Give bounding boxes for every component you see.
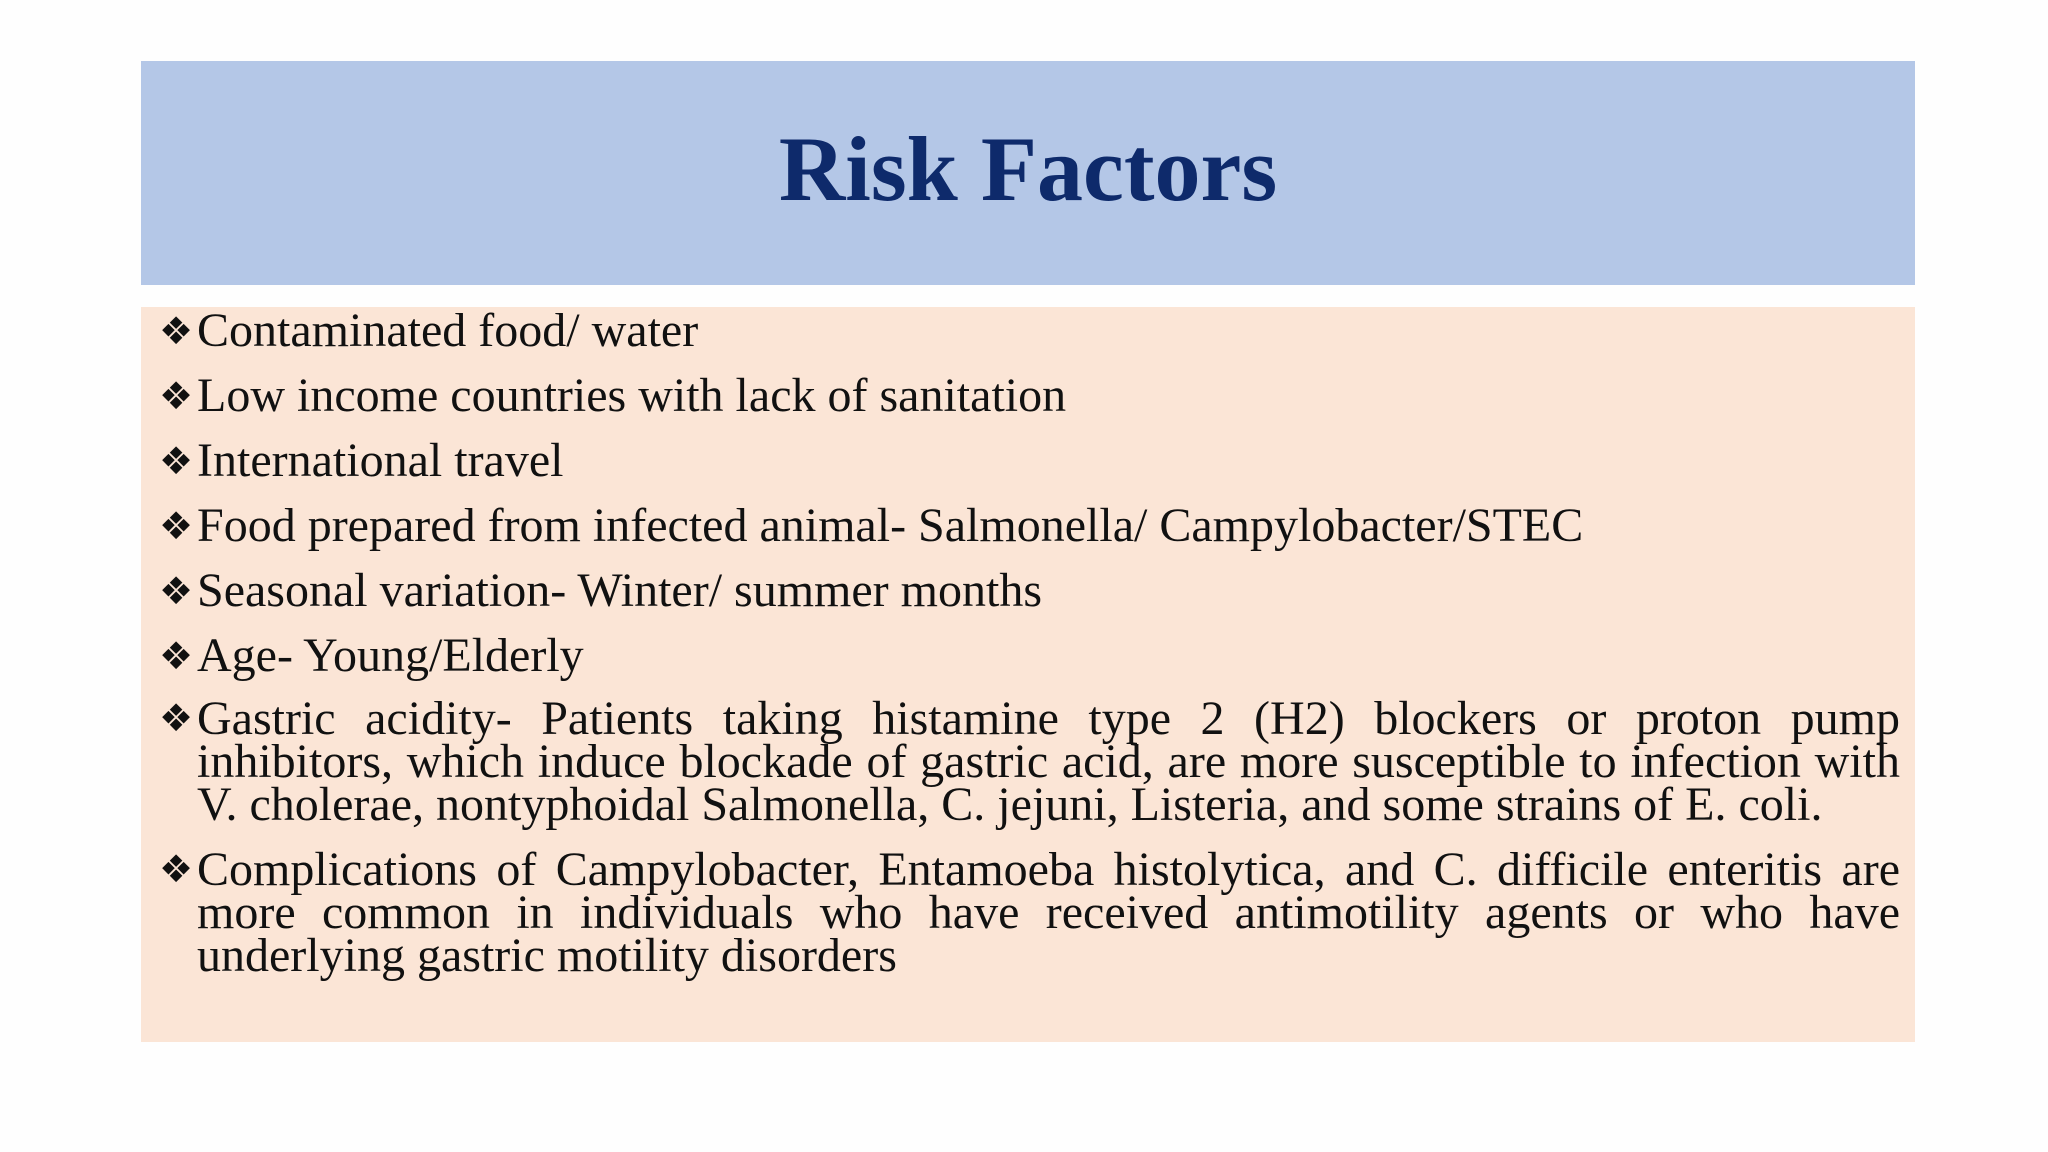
diamond-bullet-icon: ❖ [159, 374, 194, 418]
content-panel [141, 304, 1915, 1042]
list-item [159, 564, 1900, 632]
bullet-text: Age- Young/Elderly [197, 629, 584, 682]
list-item [159, 692, 1900, 831]
list-item [159, 434, 1900, 502]
title-banner [141, 61, 1915, 285]
list-item [159, 304, 1900, 372]
bullet-text: Contaminated food/ water [197, 304, 699, 357]
list-item [159, 843, 1900, 982]
bullet-text: Complications of Campylobacter, Entamoeba histolytica, and C. difficile enteritis are more common in individuals who have received antimotility agents or who have underlying gastric motility disorders [197, 843, 1900, 982]
diamond-bullet-icon: ❖ [159, 309, 194, 353]
risk-factor-list [159, 304, 1900, 982]
slide-title: Risk Factors [778, 118, 1278, 220]
bullet-text: Low income countries with lack of sanitation [197, 369, 1067, 422]
bullet-text: Seasonal variation- Winter/ summer months [197, 564, 1043, 617]
list-item [159, 369, 1900, 437]
list-item [159, 629, 1900, 697]
diamond-bullet-icon: ❖ [159, 439, 194, 483]
diamond-bullet-icon: ❖ [159, 634, 194, 678]
diamond-bullet-icon: ❖ [159, 847, 194, 891]
bullet-text: Food prepared from infected animal- Salmonella/ Campylobacter/STEC [197, 499, 1584, 552]
bullet-text: International travel [197, 434, 564, 487]
diamond-bullet-icon: ❖ [159, 569, 194, 613]
bullet-text: Gastric acidity- Patients taking histamine type 2 (H2) blockers or proton pump inhibitors, which induce blockade of gastric acid, are more susceptible to infection with V. cholerae, nontyphoidal Salmonella, C. jejuni, Listeria, and some strains of E. coli. [197, 692, 1900, 831]
diamond-bullet-icon: ❖ [159, 504, 194, 548]
list-item [159, 499, 1900, 567]
diamond-bullet-icon: ❖ [159, 696, 194, 740]
